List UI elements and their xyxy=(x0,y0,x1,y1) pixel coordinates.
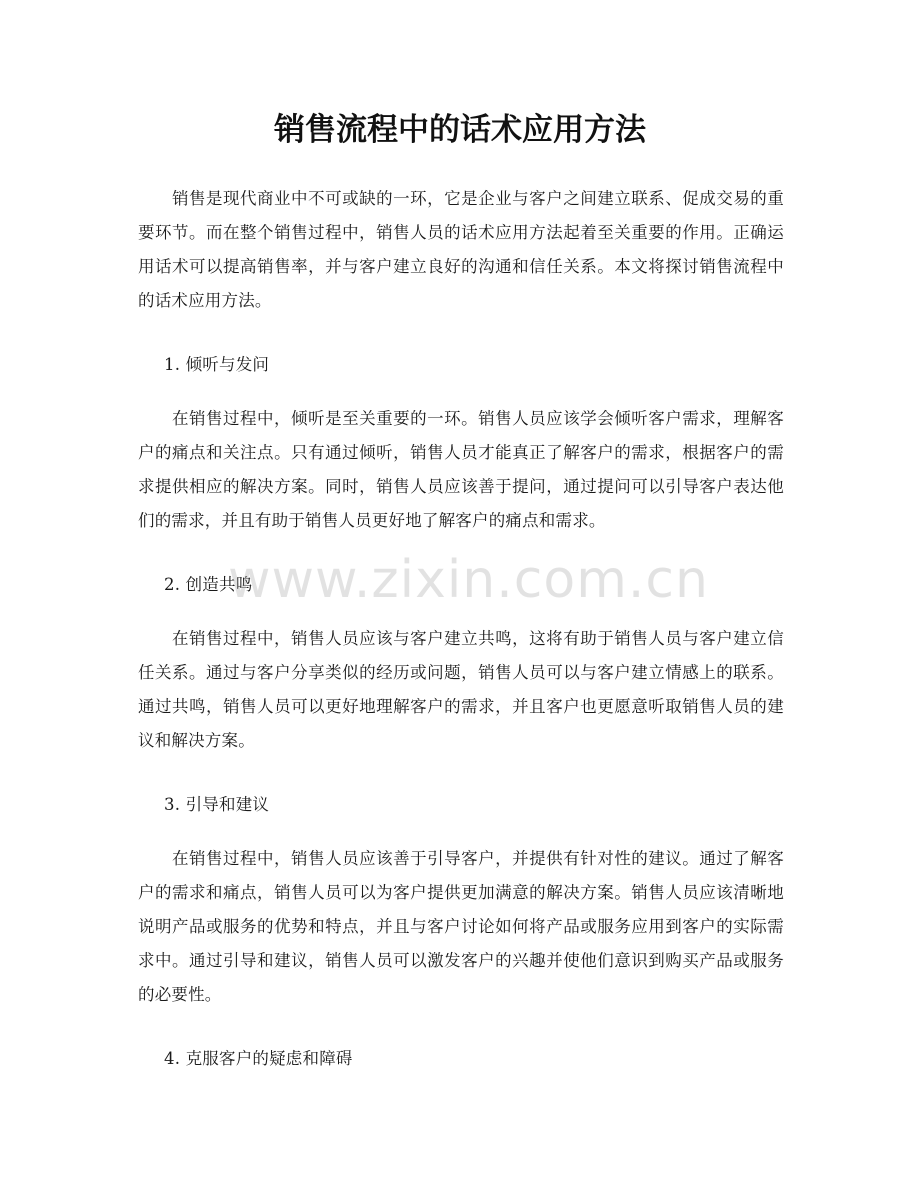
section-2-paragraph: 在销售过程中，销售人员应该与客户建立共鸣，这将有助于销售人员与客户建立信任关系。通过与客户分享类似的经历或问题，销售人员可以与客户建立情感上的联系。通过共鸣，销售人员可以更好地理解客户的需求，并且客户也更愿意听取销售人员的建议和解决方案。 xyxy=(138,629,784,750)
section-2-heading: 2. 创造共鸣 xyxy=(164,575,253,594)
watermark-text: www.zixin.com.cn xyxy=(228,550,709,610)
section-3-heading: 3. 引导和建议 xyxy=(164,795,270,814)
section-4-heading: 4. 克服客户的疑虑和障碍 xyxy=(164,1049,353,1068)
section-3-paragraph: 在销售过程中，销售人员应该善于引导客户，并提供有针对性的建议。通过了解客户的需求和痛点，销售人员可以为客户提供更加满意的解决方案。销售人员应该清晰地说明产品或服务的优势和特点，并且与客户讨论如何将产品或服务应用到客户的实际需求中。通过引导和建议，销售人员可以激发客户的兴趣并使他们意识到购买产品或服务的必要性。 xyxy=(138,849,784,1004)
intro-paragraph: 销售是现代商业中不可或缺的一环，它是企业与客户之间建立联系、促成交易的重要环节。而在整个销售过程中，销售人员的话术应用方法起着至关重要的作用。正确运用话术可以提高销售率，并与客户建立良好的沟通和信任关系。本文将探讨销售流程中的话术应用方法。 xyxy=(138,189,784,310)
document-body xyxy=(138,182,784,1076)
section-1-paragraph: 在销售过程中，倾听是至关重要的一环。销售人员应该学会倾听客户需求，理解客户的痛点和关注点。只有通过倾听，销售人员才能真正了解客户的需求，根据客户的需求提供相应的解决方案。同时，销售人员应该善于提问，通过提问可以引导客户表达他们的需求，并且有助于销售人员更好地了解客户的痛点和需求。 xyxy=(138,409,784,530)
document-title: 销售流程中的话术应用方法 xyxy=(274,112,646,148)
section-1-heading: 1. 倾听与发问 xyxy=(164,355,270,374)
